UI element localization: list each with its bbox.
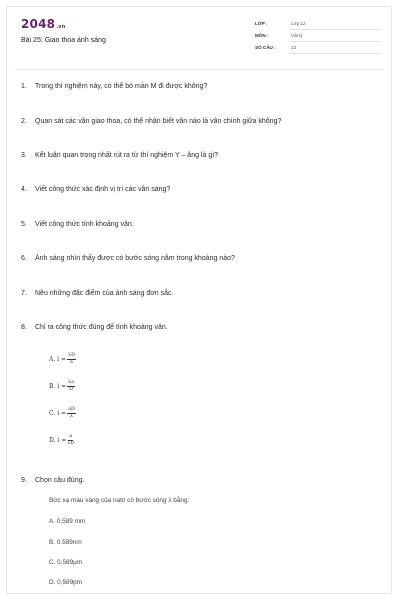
question-7 [21, 290, 173, 297]
fraction [67, 407, 76, 420]
question-number: 2. [21, 118, 27, 125]
question-6 [21, 255, 235, 262]
meta-label-subject: MÔN : [255, 33, 269, 38]
formula-lhs: i = [57, 410, 67, 417]
question-8 [21, 324, 168, 331]
question-1 [21, 83, 207, 90]
meta-value-subject: Vật lý [289, 32, 381, 42]
fraction [67, 353, 76, 366]
question-9-stem: Bức xạ màu vàng của natri có bước sóng λ bằng: [49, 497, 190, 504]
q9-option-a[interactable]: A. 0,589 mm [49, 518, 86, 525]
option-label: B. [49, 383, 56, 390]
question-number: 8. [21, 324, 27, 331]
question-4 [21, 186, 170, 193]
fraction [67, 434, 74, 447]
option-b[interactable] [49, 380, 75, 393]
q9-option-b[interactable]: B. 0.589nm [49, 539, 82, 546]
question-number: 3. [21, 152, 27, 159]
option-label: D. [49, 437, 56, 444]
option-label: A. [49, 356, 56, 363]
logo-suffix: .vn [56, 24, 66, 30]
question-text: Ánh sáng nhìn thấy được có bước sóng nằm trong khoảng nào? [35, 255, 235, 262]
question-number: 5. [21, 221, 27, 228]
question-number: 9. [21, 477, 27, 484]
formula-lhs: i = [57, 356, 67, 363]
fraction-denominator: a [70, 360, 73, 365]
meta-value-count: 13 [289, 44, 381, 54]
meta-row-count [255, 43, 381, 55]
meta-label-class: LỚP : [255, 21, 268, 26]
fraction-denominator: D [69, 387, 73, 392]
question-number: 1. [21, 83, 27, 90]
header-divider [15, 69, 383, 70]
fraction-denominator: λD [67, 441, 75, 446]
fraction-numerator: a [69, 434, 73, 439]
site-logo[interactable] [21, 17, 66, 31]
question-3 [21, 152, 218, 159]
question-text: Nêu những đặc điểm của ánh sáng đơn sắc. [35, 290, 174, 297]
fraction-numerator: λD [68, 353, 75, 358]
meta-info [255, 19, 381, 55]
q9-option-c[interactable]: C. 0,589μm [49, 559, 83, 566]
meta-label-count: SỐ CÂU : [255, 45, 276, 50]
formula-lhs: i = [57, 437, 67, 444]
option-d[interactable] [49, 434, 74, 447]
option-a[interactable] [49, 353, 76, 366]
fraction [67, 380, 75, 393]
worksheet-page [6, 6, 392, 594]
meta-row-class [255, 19, 381, 31]
q9-option-d[interactable]: D. 0,589pm [49, 579, 83, 586]
fraction-numerator: aD [68, 407, 75, 412]
option-c[interactable] [49, 407, 76, 420]
formula-lhs: i = [57, 383, 67, 390]
question-text: Viết công thức tính khoảng vân. [35, 221, 134, 228]
question-text: Chỉ ra công thức đúng để tính khoảng vân. [35, 324, 168, 331]
question-text: Trong thí nghiệm này, có thể bỏ màn M đi được không? [35, 83, 208, 90]
meta-value-class: Lớp 12 [289, 20, 381, 30]
question-number: 4. [21, 186, 27, 193]
fraction-numerator: λa [68, 380, 75, 385]
question-5 [21, 221, 134, 228]
question-text: Quan sát các vân giao thoa, có thể nhận biết vân nào là vân chính giữa không? [35, 118, 282, 125]
question-number: 7. [21, 290, 27, 297]
lesson-title: Bài 25: Giao thoa ánh sáng [21, 37, 106, 44]
question-text: Viết công thức xác định vị trí các vân sáng? [35, 186, 171, 193]
worksheet-header [7, 7, 391, 69]
fraction-denominator: λ [69, 414, 73, 419]
meta-row-subject [255, 31, 381, 43]
question-9 [21, 477, 84, 484]
question-number: 6. [21, 255, 27, 262]
question-2 [21, 118, 281, 125]
question-text: Chọn câu đúng. [35, 477, 85, 484]
logo-text: 2048 [21, 17, 56, 31]
question-text: Kết luận quan trọng nhất rút ra từ thí nghiệm Y – âng là gì? [35, 152, 219, 159]
option-label: C. [49, 410, 56, 417]
